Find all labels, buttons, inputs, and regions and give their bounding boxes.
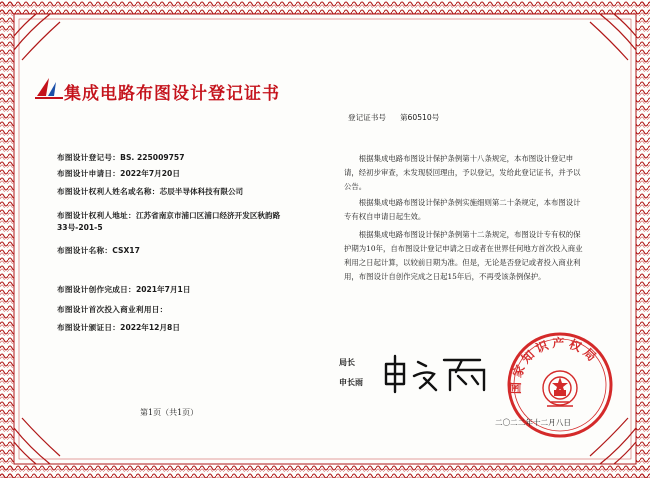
seal-text: 国家知识产权局 — [508, 336, 602, 395]
holder-address-field: 布图设计权利人地址：江苏省南京市浦口区浦口经济开发区秋韵路33号-201-5 — [57, 211, 281, 232]
issue-date-chinese: 二〇二二年十二月八日 — [495, 418, 571, 427]
handwritten-signature — [380, 352, 495, 394]
cnipa-logo-icon — [34, 74, 64, 102]
application-date-field: 布图设计申请日：2022年7月20日 — [57, 169, 180, 178]
certificate-number-label: 登记证书号 — [348, 113, 386, 122]
page-number: 第1页（共1页） — [140, 408, 199, 417]
paragraph-effective: 根据集成电路布图设计保护条例实施细则第二十条规定，本布图设计专有权自申请日起生效。 — [344, 198, 581, 221]
paragraph-registration: 根据集成电路布图设计保护条例第十八条规定，本布图设计登记申请，经初步审查，未发现驳回理由，予以登记，发给此登记证书，并予以公告。 — [344, 154, 581, 191]
certificate-title: 集成电路布图设计登记证书 — [64, 84, 280, 104]
director-name: 申长雨 — [339, 378, 363, 387]
first-commercial-use-field: 布图设计首次投入商业利用日： — [57, 305, 168, 314]
creation-date-field: 布图设计创作完成日：2021年7月1日 — [57, 285, 191, 294]
director-title: 局长 — [339, 358, 355, 367]
design-name-field: 布图设计名称：CSX17 — [57, 246, 140, 255]
certificate-number-value: 第60510号 — [399, 113, 440, 122]
issue-date-field: 布图设计颁证日：2022年12月8日 — [57, 323, 180, 332]
holder-name-field: 布图设计权利人姓名或名称：芯辰半导体科技有限公司 — [57, 187, 244, 196]
registration-number-field: 布图设计登记号：BS. 225009757 — [57, 153, 185, 162]
paragraph-protection-term: 根据集成电路布图设计保护条例第十二条规定，布图设计专有权的保护期为10年，自布图设计登记申请之日或者在世界任何地方首次投入商业利用之日起计算，以较前日期为准。但是，无论是否登记或者投入商业利用，布图设计自创作完成之日起15年后，不再受该条例保护。 — [344, 230, 583, 281]
certificate-number — [348, 112, 453, 123]
